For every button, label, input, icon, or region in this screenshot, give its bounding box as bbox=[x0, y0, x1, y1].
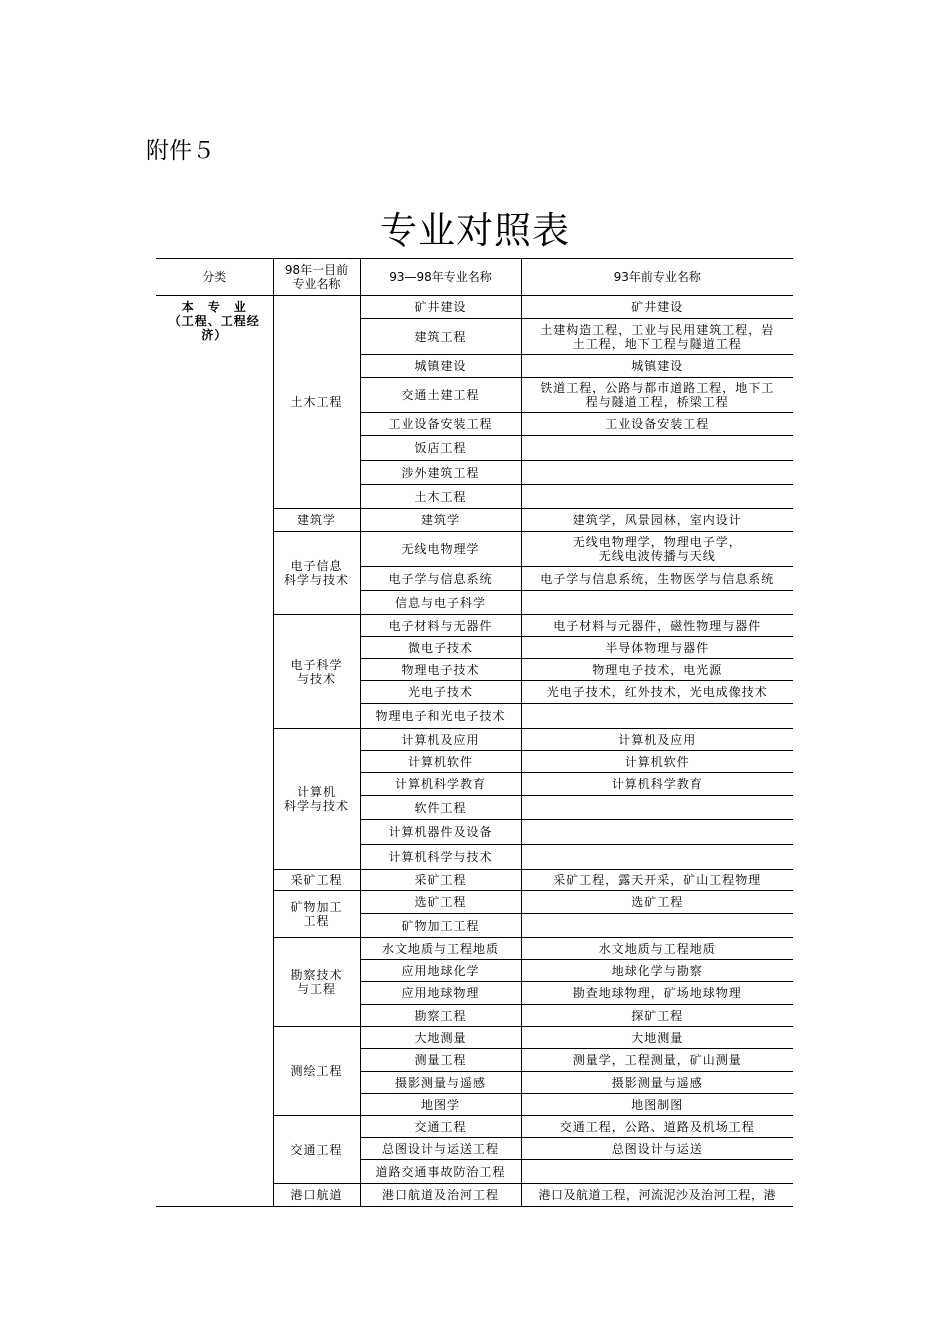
major-pre93: 铁道工程，公路与都市道路工程，地下工 程与隧道工程，桥梁工程 bbox=[521, 378, 793, 413]
major-pre93: 测量学，工程测量，矿山测量 bbox=[521, 1049, 793, 1072]
major-93-98: 饭店工程 bbox=[360, 436, 521, 461]
major-93-98: 物理电子技术 bbox=[360, 659, 521, 681]
major-pre93: 港口及航道工程，河流泥沙及治河工程，港 bbox=[521, 1184, 793, 1207]
major-pre93 bbox=[521, 914, 793, 938]
major-93-98: 测量工程 bbox=[360, 1049, 521, 1072]
major-pre93: 计算机及应用 bbox=[521, 729, 793, 751]
major-93-98: 计算机器件及设备 bbox=[360, 820, 521, 845]
major-pre93: 城镇建设 bbox=[521, 355, 793, 378]
major-pre93: 光电子技术，红外技术，光电成像技术 bbox=[521, 681, 793, 704]
document-title: 专业对照表 bbox=[380, 209, 570, 252]
major-pre93 bbox=[521, 1160, 793, 1184]
major-pre93 bbox=[521, 845, 793, 870]
major-pre93: 采矿工程，露天开采，矿山工程物理 bbox=[521, 870, 793, 891]
group-cell: 建筑学 bbox=[273, 509, 360, 532]
group-cell: 电子科学 与技术 bbox=[273, 615, 360, 729]
header-pre93-name: 93年前专业名称 bbox=[521, 259, 793, 296]
major-pre93 bbox=[521, 591, 793, 615]
major-93-98: 地图学 bbox=[360, 1094, 521, 1116]
major-93-98: 软件工程 bbox=[360, 796, 521, 820]
major-pre93: 总图设计与运送 bbox=[521, 1138, 793, 1160]
major-93-98: 水文地质与工程地质 bbox=[360, 938, 521, 960]
major-93-98: 应用地球化学 bbox=[360, 960, 521, 982]
major-93-98: 涉外建筑工程 bbox=[360, 461, 521, 485]
major-93-98: 计算机及应用 bbox=[360, 729, 521, 751]
major-93-98: 矿物加工工程 bbox=[360, 914, 521, 938]
major-93-98: 应用地球物理 bbox=[360, 982, 521, 1005]
major-pre93: 矿井建设 bbox=[521, 296, 793, 319]
major-93-98: 电子学与信息系统 bbox=[360, 567, 521, 591]
major-pre93 bbox=[521, 485, 793, 509]
major-93-98: 矿井建设 bbox=[360, 296, 521, 319]
major-93-98: 勘察工程 bbox=[360, 1005, 521, 1027]
major-93-98: 信息与电子科学 bbox=[360, 591, 521, 615]
major-93-98: 摄影测量与遥感 bbox=[360, 1072, 521, 1094]
header-98-name: 98年一目前 专业名称 bbox=[273, 259, 360, 296]
table-header-row bbox=[156, 259, 793, 296]
major-93-98: 电子材料与无器件 bbox=[360, 615, 521, 637]
category-cell: 本 专 业 （工程、工程经 济） bbox=[156, 296, 273, 1207]
major-93-98: 大地测量 bbox=[360, 1027, 521, 1049]
major-93-98: 无线电物理学 bbox=[360, 532, 521, 567]
group-cell: 港口航道 bbox=[273, 1184, 360, 1207]
major-pre93: 建筑学，风景园林，室内设计 bbox=[521, 509, 793, 532]
major-93-98: 建筑工程 bbox=[360, 319, 521, 355]
major-93-98: 工业设备安装工程 bbox=[360, 413, 521, 436]
major-pre93: 探矿工程 bbox=[521, 1005, 793, 1027]
table-row bbox=[156, 296, 793, 319]
major-pre93: 无线电物理学，物理电子学， 无线电波传播与天线 bbox=[521, 532, 793, 567]
group-cell: 采矿工程 bbox=[273, 870, 360, 891]
group-cell: 土木工程 bbox=[273, 296, 360, 509]
major-pre93: 地图制图 bbox=[521, 1094, 793, 1116]
major-93-98: 土木工程 bbox=[360, 485, 521, 509]
major-pre93: 半导体物理与器件 bbox=[521, 637, 793, 659]
major-93-98: 计算机科学教育 bbox=[360, 773, 521, 796]
group-cell: 测绘工程 bbox=[273, 1027, 360, 1116]
major-93-98: 微电子技术 bbox=[360, 637, 521, 659]
major-pre93: 电子材料与元器件，磁性物理与器件 bbox=[521, 615, 793, 637]
major-pre93: 勘查地球物理，矿场地球物理 bbox=[521, 982, 793, 1005]
group-cell: 交通工程 bbox=[273, 1116, 360, 1184]
major-pre93: 物理电子技术，电光源 bbox=[521, 659, 793, 681]
group-cell: 电子信息 科学与技术 bbox=[273, 532, 360, 615]
major-pre93: 选矿工程 bbox=[521, 891, 793, 914]
major-pre93 bbox=[521, 461, 793, 485]
major-pre93 bbox=[521, 820, 793, 845]
major-93-98: 采矿工程 bbox=[360, 870, 521, 891]
major-comparison-table bbox=[156, 258, 793, 1207]
major-pre93 bbox=[521, 436, 793, 461]
major-93-98: 城镇建设 bbox=[360, 355, 521, 378]
header-category: 分类 bbox=[156, 259, 273, 296]
group-cell: 矿物加工 工程 bbox=[273, 891, 360, 938]
major-pre93: 电子学与信息系统，生物医学与信息系统 bbox=[521, 567, 793, 591]
major-pre93: 大地测量 bbox=[521, 1027, 793, 1049]
major-93-98: 计算机科学与技术 bbox=[360, 845, 521, 870]
major-93-98: 道路交通事故防治工程 bbox=[360, 1160, 521, 1184]
header-93-98-name: 93—98年专业名称 bbox=[360, 259, 521, 296]
major-pre93: 工业设备安装工程 bbox=[521, 413, 793, 436]
major-93-98: 物理电子和光电子技术 bbox=[360, 704, 521, 729]
major-pre93 bbox=[521, 704, 793, 729]
major-93-98: 港口航道及治河工程 bbox=[360, 1184, 521, 1207]
major-pre93 bbox=[521, 796, 793, 820]
major-93-98: 建筑学 bbox=[360, 509, 521, 532]
major-pre93: 计算机软件 bbox=[521, 751, 793, 773]
major-pre93: 土建构造工程，工业与民用建筑工程，岩 土工程，地下工程与隧道工程 bbox=[521, 319, 793, 355]
major-pre93: 水文地质与工程地质 bbox=[521, 938, 793, 960]
group-cell: 计算机 科学与技术 bbox=[273, 729, 360, 870]
group-cell: 勘察技术 与工程 bbox=[273, 938, 360, 1027]
major-93-98: 交通土建工程 bbox=[360, 378, 521, 413]
major-93-98: 总图设计与运送工程 bbox=[360, 1138, 521, 1160]
major-93-98: 计算机软件 bbox=[360, 751, 521, 773]
major-pre93: 摄影测量与遥感 bbox=[521, 1072, 793, 1094]
major-93-98: 选矿工程 bbox=[360, 891, 521, 914]
major-93-98: 交通工程 bbox=[360, 1116, 521, 1138]
attachment-label: 附件５ bbox=[146, 138, 215, 164]
major-pre93: 交通工程，公路、道路及机场工程 bbox=[521, 1116, 793, 1138]
major-pre93: 地球化学与勘察 bbox=[521, 960, 793, 982]
major-pre93: 计算机科学教育 bbox=[521, 773, 793, 796]
major-93-98: 光电子技术 bbox=[360, 681, 521, 704]
